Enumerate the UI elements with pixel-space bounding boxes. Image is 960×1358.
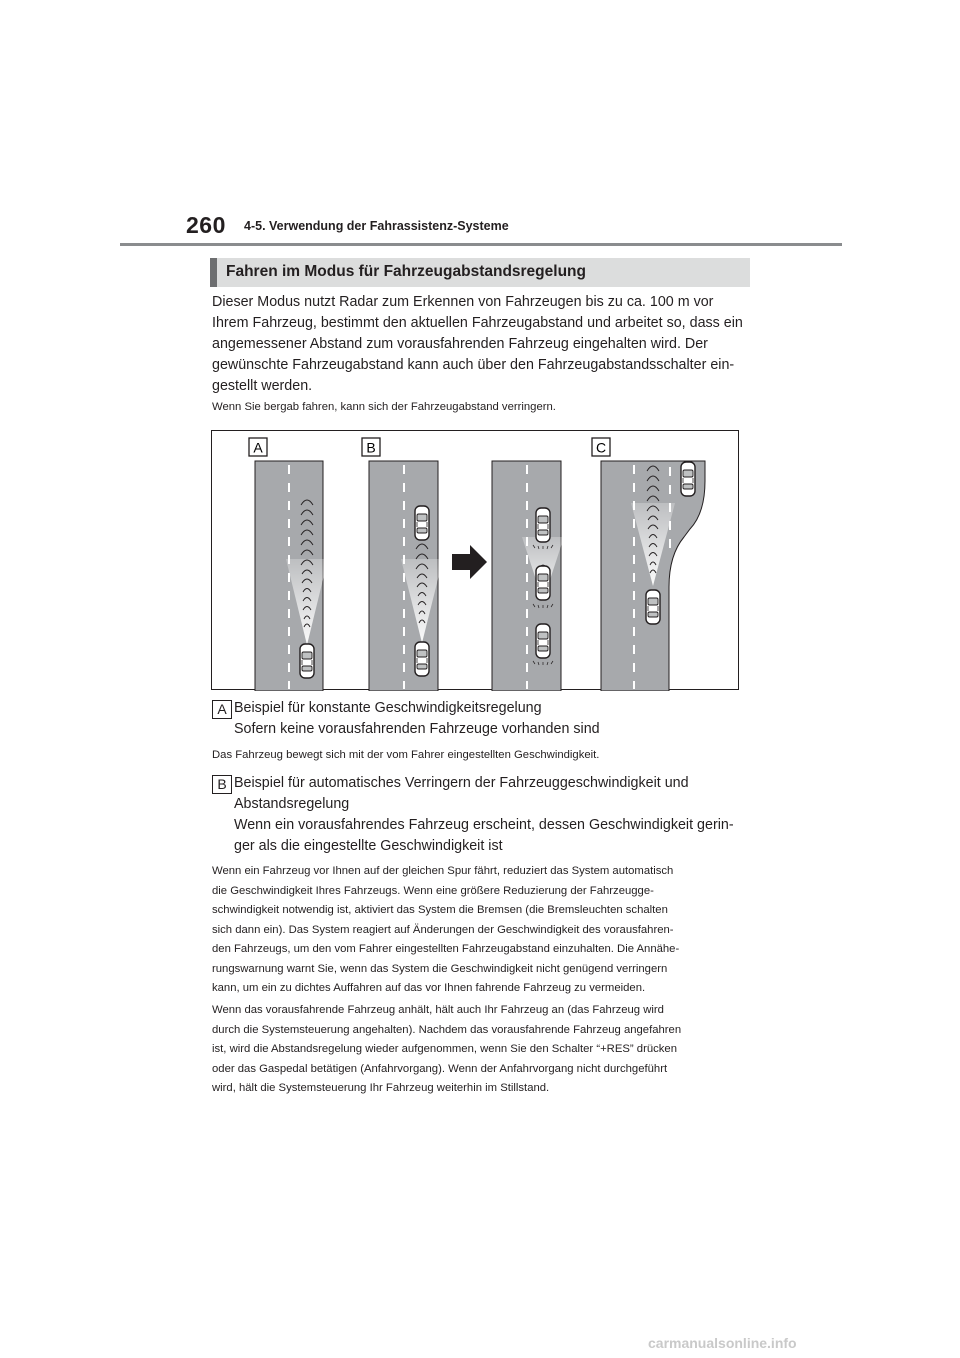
figure-label-c [592, 438, 610, 456]
item-b-heading: Abstandsregelung [234, 796, 350, 812]
paragraph-line: Wenn ein Fahrzeug vor Ihnen auf der gleichen Spur fährt, reduziert das System automatisch [212, 865, 674, 877]
item-b-heading: Beispiel für automatisches Verringern der Fahrzeuggeschwindigkeit und [234, 775, 689, 791]
road-c [601, 461, 705, 691]
item-b-paragraph-1 [212, 862, 757, 999]
paragraph-line: ist, wird die Abstandsregelung wieder aufgenommen, wenn Sie den Schalter “+RES” drücken [212, 1043, 677, 1055]
item-b-paragraph-2 [212, 1001, 757, 1099]
following-vehicle [536, 624, 550, 658]
intro-line: gewünschte Fahrzeugabstand kann auch über den Fahrzeugabstandsschalter ein- [212, 357, 735, 373]
road-b-after [492, 461, 564, 691]
acc-illustration-svg [212, 431, 740, 691]
section-heading [210, 258, 750, 287]
page-number: 260 [186, 212, 226, 238]
section-heading-bar [210, 258, 217, 287]
item-b-text [234, 773, 754, 857]
intro-line: Ihrem Fahrzeug, bestimmt den aktuellen Fahrzeugabstand und arbeitet so, dass ein [212, 315, 743, 331]
transition-arrow-icon [452, 545, 487, 579]
item-a-note: Das Fahrzeug bewegt sich mit der vom Fahrer eingestellten Geschwindigkeit. [212, 749, 600, 761]
watermark: carmanualsonline.info [648, 1335, 797, 1351]
paragraph-line: oder das Gaspedal betätigen (Anfahrvorgang). Wenn der Anfahrvorgang nicht durchgeführt [212, 1062, 668, 1075]
svg-text:C: C [595, 439, 607, 456]
section-title: Fahren im Modus für Fahrzeugabstandsregelung [226, 263, 586, 280]
vehicle-leaving-lane [681, 462, 695, 496]
paragraph-line: den Fahrzeugs, um den vom Fahrer eingestellten Fahrzeugabstand einzuhalten. Die Annähe- [212, 943, 680, 955]
preceding-vehicle [536, 508, 550, 542]
own-vehicle [536, 566, 550, 600]
own-vehicle [300, 644, 314, 678]
figure-label-a [249, 438, 267, 456]
acc-illustration [211, 430, 739, 690]
header-rule [120, 243, 842, 246]
intro-line: gestellt werden. [212, 378, 313, 394]
svg-text:A: A [253, 439, 263, 456]
road-b [369, 461, 443, 691]
paragraph-line: rungswarnung warnt Sie, wenn das System die Geschwindigkeit nicht genügend verringern [212, 962, 668, 975]
own-vehicle [646, 590, 660, 624]
paragraph-line: die Geschwindigkeit Ihres Fahrzeugs. Wenn eine größere Reduzierung der Fahrzeugge- [212, 884, 654, 897]
intro-note: Wenn Sie bergab fahren, kann sich der Fahrzeugabstand verringern. [212, 401, 556, 413]
item-b-subheading: ger als die eingestellte Geschwindigkeit ist [234, 838, 503, 854]
item-a-text [234, 698, 754, 740]
paragraph-line: wird, hält die Systemsteuerung Ihr Fahrzeug weiterhin im Stillstand. [212, 1082, 550, 1094]
paragraph-line: Wenn das vorausfahrende Fahrzeug anhält, hält auch Ihr Fahrzeug an (das Fahrzeug wird [212, 1004, 664, 1016]
paragraph-line: durch die Systemsteuerung angehalten). Nachdem das vorausfahrende Fahrzeug angefahren [212, 1023, 682, 1036]
intro-paragraph [212, 292, 752, 397]
preceding-vehicle [415, 506, 429, 540]
intro-line: angemessener Abstand zum vorausfahrenden Fahrzeug eingehalten wird. Der [212, 336, 708, 352]
chapter-title: 4-5. Verwendung der Fahrassistenz-Systeme [244, 219, 509, 233]
item-a-subheading: Sofern keine vorausfahrenden Fahrzeuge vorhanden sind [234, 721, 600, 737]
intro-line: Dieser Modus nutzt Radar zum Erkennen von Fahrzeugen bis zu ca. 100 m vor [212, 294, 714, 310]
road-a [255, 461, 328, 691]
svg-text:B: B [366, 439, 376, 456]
item-b-label: B [212, 775, 232, 794]
paragraph-line: kann, um ein zu dichtes Auffahren auf das vor Ihnen fahrende Fahrzeug zu vermeiden. [212, 982, 646, 994]
paragraph-line: schwindigkeit notwendig ist, aktiviert das System die Bremsen (die Bremsleuchten schalten [212, 904, 668, 916]
figure-label-b [362, 438, 380, 456]
item-b-subheading: Wenn ein vorausfahrendes Fahrzeug erscheint, dessen Geschwindigkeit gerin- [234, 817, 734, 833]
paragraph-line: sich dann ein). Das System reagiert auf Änderungen der Geschwindigkeit des vorausfahren- [212, 923, 674, 936]
own-vehicle [415, 642, 429, 676]
item-a-label: A [212, 700, 232, 719]
item-a-heading: Beispiel für konstante Geschwindigkeitsregelung [234, 700, 542, 716]
